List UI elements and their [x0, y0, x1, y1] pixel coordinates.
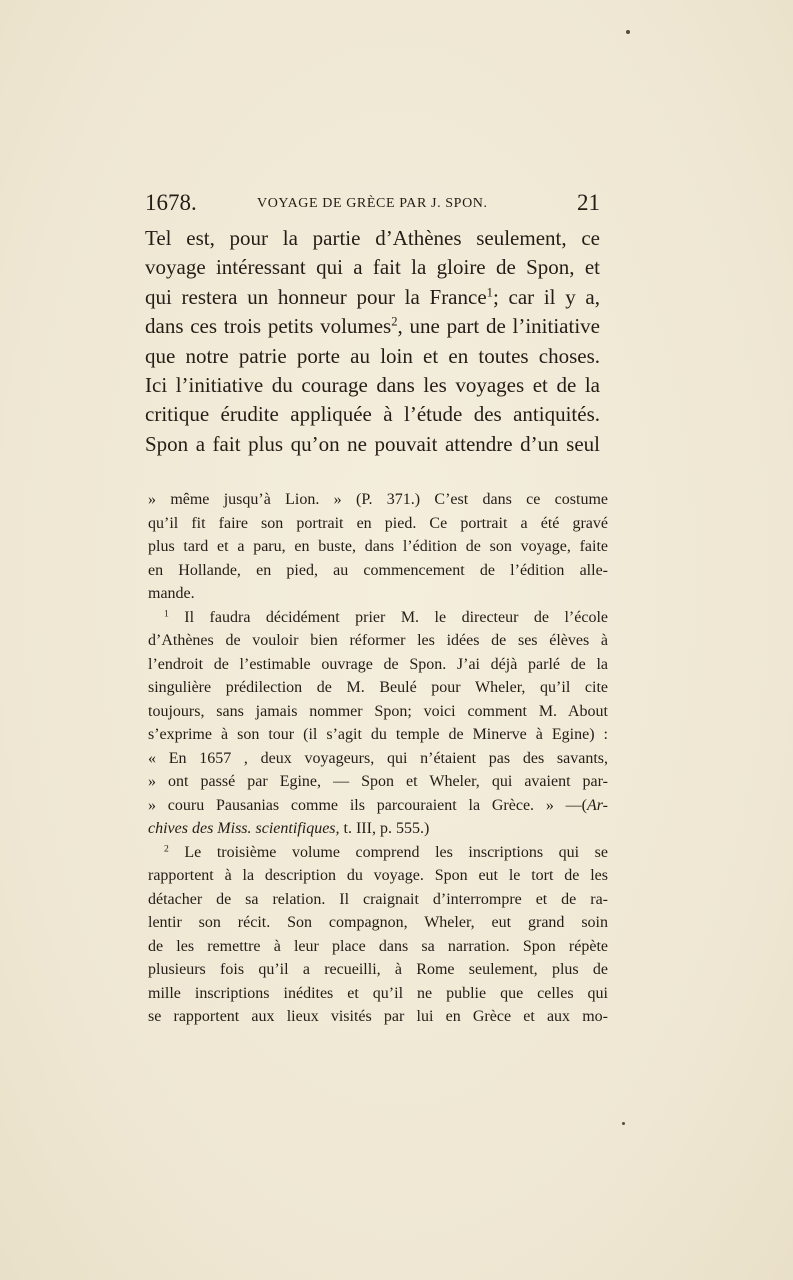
body-line: Spon a fait plus qu’on ne pouvait attendre d’un seul	[145, 431, 600, 456]
note-line: détacher de sa relation. Il craignait d’interrompre et de ra-	[148, 890, 608, 908]
note-line: mande.	[148, 585, 195, 602]
note-line: chives des Miss. scientifiques, t. III, p. 555.)	[148, 820, 430, 837]
body-line: qui restera un honneur pour la France$^1$; car il y a,	[145, 284, 600, 309]
note-line: plusieurs fois qu’il a recueilli, à Rome seulement, plus de	[148, 961, 608, 978]
header-title: VOYAGE DE GRÈCE PAR J. SPON.	[257, 196, 488, 211]
note-line: singulière prédilection de M. Beulé pour Wheler, qu’il cite	[148, 679, 608, 696]
footnotes	[148, 488, 608, 1029]
note-line: » même jusqu’à Lion. » (P. 371.) C’est dans ce costume	[148, 491, 608, 508]
paper-speck	[622, 1122, 625, 1125]
body-line: Tel est, pour la partie d’Athènes seulement, ce	[145, 226, 600, 250]
footnote-mark: 2	[164, 842, 169, 854]
note-line: « En 1657 , deux voyageurs, qui n’étaient pas des savants,	[148, 749, 608, 767]
note-line: $^2$ Le troisième volume comprend les inscriptions qui se	[164, 842, 609, 861]
note-line: plus tard et a paru, en buste, dans l’édition de son voyage, faite	[148, 538, 608, 555]
note-line: » ont passé par Egine, — Spon et Wheler, qui avaient par-	[148, 773, 608, 790]
footnote-ref: 1	[486, 285, 493, 300]
page-number: 21	[577, 190, 600, 215]
note-line: rapportent à la description du voyage. Spon eut le tort de les	[148, 867, 608, 884]
note-line: d’Athènes de vouloir bien réformer les idées de ses élèves à	[148, 632, 608, 649]
body-line: voyage intéressant qui a fait la gloire de Spon, et	[145, 255, 600, 280]
note-line: en Hollande, en pied, au commencement de l’édition alle-	[148, 561, 608, 579]
body-line: dans ces trois petits volumes$^2$, une part de l’initiative	[145, 314, 600, 339]
body-line: que notre patrie porte au loin et en toutes choses.	[145, 343, 600, 368]
paper-speck	[626, 30, 630, 34]
note-line: » couru Pausanias comme ils parcouraient la Grèce. » —(Ar-	[148, 796, 608, 814]
note-line: mille inscriptions inédites et qu’il ne publie que celles qui	[148, 984, 608, 1002]
running-header	[145, 190, 600, 218]
header-year: 1678.	[145, 190, 197, 215]
footnote-mark: 1	[164, 607, 169, 619]
note-line: de les remettre à leur place dans sa narration. Spon répète	[148, 937, 608, 955]
note-line: $^1$ Il faudra décidément prier M. le directeur de l’école	[164, 607, 609, 626]
note-line: toujours, sans jamais nommer Spon; voici comment M. About	[148, 702, 608, 720]
footnote-ref: 2	[391, 314, 398, 329]
note-line: se rapportent aux lieux visités par lui en Grèce et aux mo-	[148, 1008, 608, 1025]
body-line: critique érudite appliquée à l’étude des antiquités.	[145, 402, 600, 427]
body-line: Ici l’initiative du courage dans les voyages et de la	[145, 373, 600, 398]
note-line: l’endroit de l’estimable ouvrage de Spon. J’ai déjà parlé de la	[148, 655, 608, 673]
main-text	[145, 224, 600, 459]
note-line: qu’il fit faire son portrait en pied. Ce portrait a été gravé	[148, 514, 608, 532]
note-line: s’exprime à son tour (il s’agit du temple de Minerve à Egine) :	[148, 726, 608, 743]
note-line: lentir son récit. Son compagnon, Wheler, eut grand soin	[148, 914, 608, 931]
